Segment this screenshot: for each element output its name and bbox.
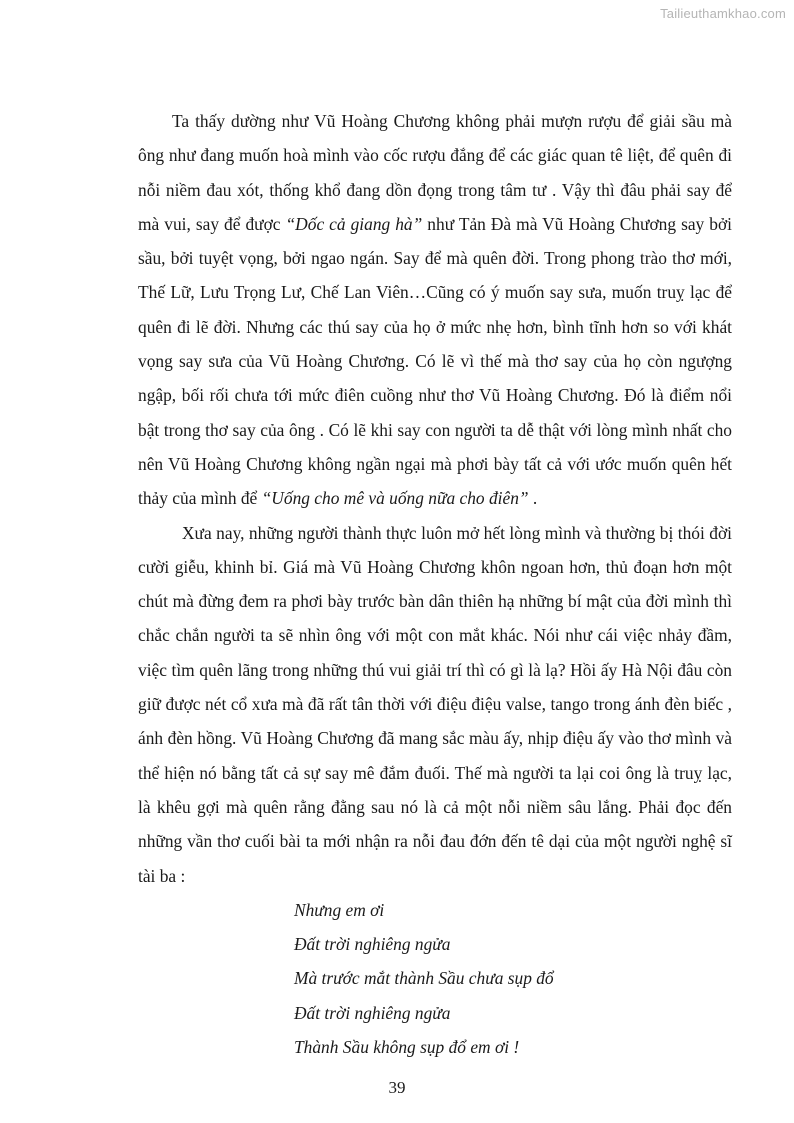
paragraph-1 [138,104,732,516]
poem-line-1: Nhưng em ơi [294,899,385,920]
paragraph-1-text-b: như Tản Đà mà Vũ Hoàng Chương say bởi sầu, bởi tuyệt vọng, bởi ngao ngán. Say để mà quên đời. Trong phong trào thơ mới, Thế Lữ, Lưu Trọng Lư, Chế Lan Viên…Cũng có ý muốn say sưa, muốn truỵ lạc để quên đi lẽ đời. Nhưng các thú say của họ ở mức nhẹ hơn, bình tĩnh hơn so với khát vọng say sưa của Vũ Hoàng Chương. Có lẽ vì thế mà thơ say của họ còn ngượng ngập, bối rối chưa tới mức điên cuồng như thơ Vũ Hoàng Chương. Đó là điểm nổi bật trong thơ say của ông . Có lẽ khi say con người ta dễ thật với lòng mình nhất cho nên Vũ Hoàng Chương không ngần ngại mà phơi bày tất cả với ước muốn quên hết thảy của mình để [138,213,732,509]
quote-doc-ca-giang-ha: “Dốc cả giang hà” [285,213,423,234]
poem-line-3: Mà trước mắt thành Sầu chưa sụp đổ [294,968,554,989]
poem-line-2: Đất trời nghiêng ngửa [294,934,451,955]
paragraph-2: Xưa nay, những người thành thực luôn mở hết lòng mình và thường bị thói đời cười giễu, khinh bỉ. Giá mà Vũ Hoàng Chương khôn ngoan hơn, thủ đoạn hơn một chút mà đừng đem ra phơi bày trước bàn dân thiên hạ những bí mật của đời mình thì chắc chắn người ta sẽ nhìn ông với một con mắt khác. Nói như cái việc nhảy đầm, việc tìm quên lãng trong những thú vui giải trí thì có gì là lạ? Hồi ấy Hà Nội đâu còn giữ được nét cổ xưa mà đã rất tân thời với điệu điệu valse, tango trong ánh đèn biếc , ánh đèn hồng. Vũ Hoàng Chương đã mang sắc màu ấy, nhịp điệu ấy vào thơ mình và thể hiện nó bằng tất cả sự say mê đắm đuối. Thế mà người ta lại coi ông là truỵ lạc, là khêu gợi mà quên rằng đằng sau nó là cả một nỗi niềm sâu lắng. Phải đọc đến những vần thơ cuối bài ta mới nhận ra nỗi đau đớn đến tê dại của một người nghệ sĩ tài ba : [138,522,732,886]
quote-uong-cho-me: “Uống cho mê và uống nữa cho điên” [261,488,529,509]
poem-block [138,893,732,1064]
paragraph-1-text-a: Ta thấy dường như Vũ Hoàng Chương không phải mượn rượu để giải sầu mà ông như đang muốn hoà mình vào cốc rượu đắng để các giác quan tê liệt, để quên đi nỗi niềm đau xót, thống khổ đang dồn đọng trong tâm tư . Vậy thì đâu phải say để mà vui, say để được [138,111,732,234]
poem-line-5: Thành Sầu không sụp đổ em ơi ! [294,1037,520,1058]
page-number: 39 [388,1078,406,1097]
paragraph-1-text-c: . [528,488,538,509]
watermark: Tailieuthamkhao.com [660,6,786,21]
poem-line-4: Đất trời nghiêng ngửa [294,1002,451,1023]
document-body [138,104,732,1064]
